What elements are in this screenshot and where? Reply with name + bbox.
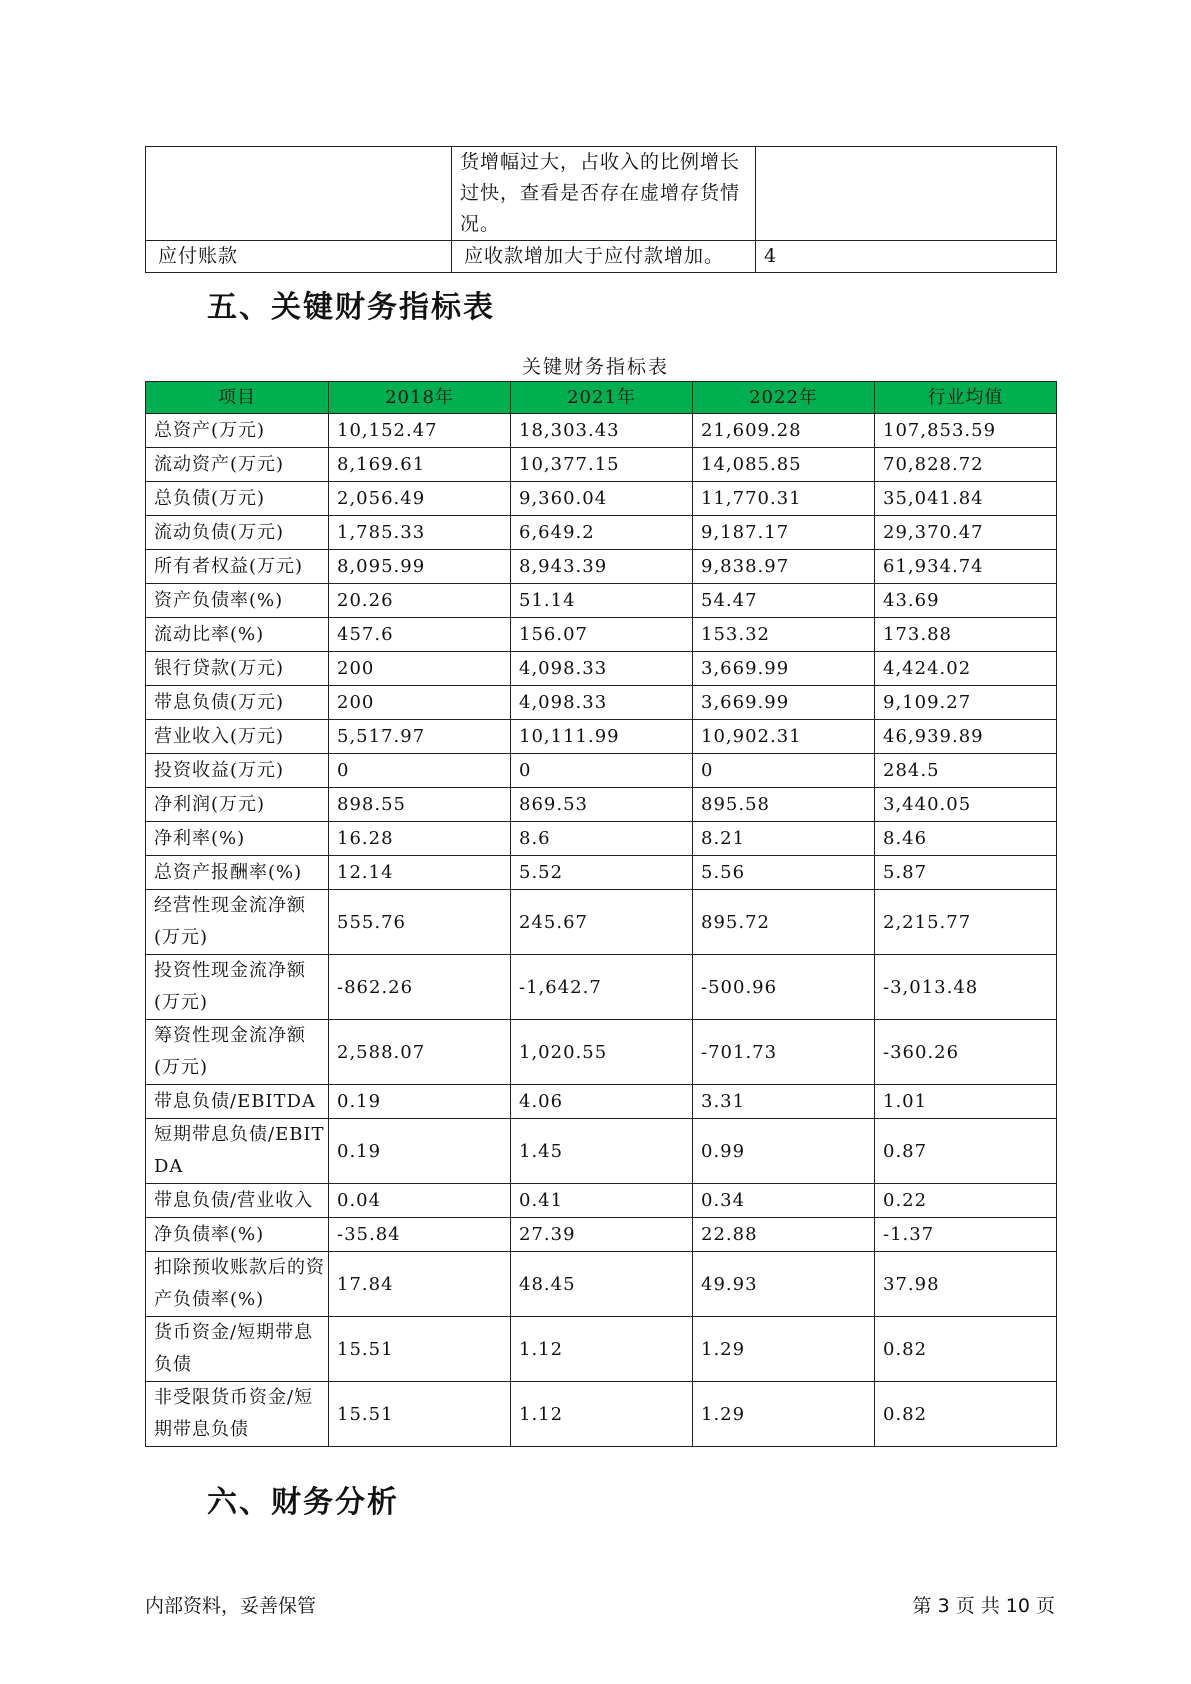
table-row bbox=[146, 414, 1057, 448]
table-cell: 8,943.39 bbox=[511, 550, 693, 584]
table-cell: 107,853.59 bbox=[875, 414, 1057, 448]
table-row bbox=[146, 516, 1057, 550]
table-cell: 156.07 bbox=[511, 618, 693, 652]
table-cell: 4,098.33 bbox=[511, 652, 693, 686]
table-cell: 8.46 bbox=[875, 822, 1057, 856]
table-cell: 16.28 bbox=[329, 822, 511, 856]
column-header: 2021年 bbox=[511, 382, 693, 414]
table-cell: 0.41 bbox=[511, 1184, 693, 1218]
table-row bbox=[146, 1382, 1057, 1447]
table-cell: 2,056.49 bbox=[329, 482, 511, 516]
table-cell: 9,109.27 bbox=[875, 686, 1057, 720]
table-cell: 1.29 bbox=[693, 1317, 875, 1382]
table-cell: 35,041.84 bbox=[875, 482, 1057, 516]
table-cell: 0.82 bbox=[875, 1382, 1057, 1447]
table-cell: 8.6 bbox=[511, 822, 693, 856]
table-row bbox=[146, 1252, 1057, 1317]
row-label: 扣除预收账款后的资产负债率(%) bbox=[146, 1252, 329, 1317]
row-label: 银行贷款(万元) bbox=[146, 652, 329, 686]
table-cell: 0 bbox=[693, 754, 875, 788]
table-cell: 10,902.31 bbox=[693, 720, 875, 754]
section-heading: 六、财务分析 bbox=[207, 1485, 399, 1520]
column-header: 2018年 bbox=[329, 382, 511, 414]
table-header-row bbox=[146, 382, 1057, 414]
table-cell: 173.88 bbox=[875, 618, 1057, 652]
row-label: 筹资性现金流净额(万元) bbox=[146, 1020, 329, 1085]
table-cell: 555.76 bbox=[329, 890, 511, 955]
table-cell: 9,360.04 bbox=[511, 482, 693, 516]
table-cell bbox=[756, 147, 1057, 241]
table-row bbox=[146, 1317, 1057, 1382]
table-cell: 0.04 bbox=[329, 1184, 511, 1218]
row-label: 经营性现金流净额(万元) bbox=[146, 890, 329, 955]
kpi-table-body bbox=[146, 382, 1057, 1447]
row-label: 非受限货币资金/短期带息负债 bbox=[146, 1382, 329, 1447]
row-label: 净利率(%) bbox=[146, 822, 329, 856]
table-row bbox=[146, 720, 1057, 754]
table-caption: 关键财务指标表 bbox=[521, 356, 669, 378]
table-cell: 8,095.99 bbox=[329, 550, 511, 584]
table-cell: 284.5 bbox=[875, 754, 1057, 788]
row-label: 总负债(万元) bbox=[146, 482, 329, 516]
row-label: 带息负债/营业收入 bbox=[146, 1184, 329, 1218]
table-row bbox=[146, 1020, 1057, 1085]
table-cell: 20.26 bbox=[329, 584, 511, 618]
row-label: 营业收入(万元) bbox=[146, 720, 329, 754]
row-label: 带息负债/EBITDA bbox=[146, 1085, 329, 1119]
table-cell: 245.67 bbox=[511, 890, 693, 955]
row-label: 总资产报酬率(%) bbox=[146, 856, 329, 890]
table-cell: 10,152.47 bbox=[329, 414, 511, 448]
table-row bbox=[146, 618, 1057, 652]
table-cell: 0.19 bbox=[329, 1085, 511, 1119]
table-cell: 9,838.97 bbox=[693, 550, 875, 584]
table-row bbox=[146, 1184, 1057, 1218]
table-cell: 11,770.31 bbox=[693, 482, 875, 516]
table-cell: 0.99 bbox=[693, 1119, 875, 1184]
table-cell: 153.32 bbox=[693, 618, 875, 652]
table-row bbox=[146, 584, 1057, 618]
table-cell: 49.93 bbox=[693, 1252, 875, 1317]
table-cell: 10,111.99 bbox=[511, 720, 693, 754]
table-cell: 4 bbox=[756, 241, 1057, 273]
row-label: 流动比率(%) bbox=[146, 618, 329, 652]
table-row bbox=[146, 482, 1057, 516]
table-cell: 22.88 bbox=[693, 1218, 875, 1252]
kpi-table bbox=[145, 381, 1057, 1447]
table-cell: 0.19 bbox=[329, 1119, 511, 1184]
table-cell: 14,085.85 bbox=[693, 448, 875, 482]
table-cell: 6,649.2 bbox=[511, 516, 693, 550]
table-cell: 2,215.77 bbox=[875, 890, 1057, 955]
table-row bbox=[146, 788, 1057, 822]
table-cell: 17.84 bbox=[329, 1252, 511, 1317]
footer-note: 内部资料，妥善保管 bbox=[145, 1595, 317, 1617]
table-cell: 3,669.99 bbox=[693, 652, 875, 686]
table-cell: -3,013.48 bbox=[875, 955, 1057, 1020]
table-cell: 898.55 bbox=[329, 788, 511, 822]
table-cell: 46,939.89 bbox=[875, 720, 1057, 754]
table-cell: -360.26 bbox=[875, 1020, 1057, 1085]
table-row bbox=[146, 1119, 1057, 1184]
table-row bbox=[146, 448, 1057, 482]
table-cell: 3.31 bbox=[693, 1085, 875, 1119]
table-cell: 29,370.47 bbox=[875, 516, 1057, 550]
table-cell: 1.12 bbox=[511, 1382, 693, 1447]
table-cell: 10,377.15 bbox=[511, 448, 693, 482]
table-cell: 8,169.61 bbox=[329, 448, 511, 482]
column-header: 项目 bbox=[146, 382, 329, 414]
table-cell: 51.14 bbox=[511, 584, 693, 618]
row-label: 资产负债率(%) bbox=[146, 584, 329, 618]
table-cell: 0.87 bbox=[875, 1119, 1057, 1184]
table-row bbox=[146, 686, 1057, 720]
table-cell: 0.34 bbox=[693, 1184, 875, 1218]
table-cell: 895.58 bbox=[693, 788, 875, 822]
table-cell: -1,642.7 bbox=[511, 955, 693, 1020]
table-row bbox=[146, 1085, 1057, 1119]
table-cell: 200 bbox=[329, 652, 511, 686]
table-cell: 4,098.33 bbox=[511, 686, 693, 720]
table-cell: -500.96 bbox=[693, 955, 875, 1020]
risk-table bbox=[145, 146, 1057, 273]
table-cell: 3,669.99 bbox=[693, 686, 875, 720]
table-cell: 1.45 bbox=[511, 1119, 693, 1184]
table-cell: 4,424.02 bbox=[875, 652, 1057, 686]
table-cell: 9,187.17 bbox=[693, 516, 875, 550]
table-cell: 5,517.97 bbox=[329, 720, 511, 754]
table-row bbox=[146, 241, 1057, 273]
table-cell: 70,828.72 bbox=[875, 448, 1057, 482]
table-cell: 应付账款 bbox=[146, 241, 452, 273]
table-cell: -35.84 bbox=[329, 1218, 511, 1252]
table-cell: 61,934.74 bbox=[875, 550, 1057, 584]
table-cell: -1.37 bbox=[875, 1218, 1057, 1252]
table-row bbox=[146, 652, 1057, 686]
column-header: 2022年 bbox=[693, 382, 875, 414]
row-label: 总资产(万元) bbox=[146, 414, 329, 448]
table-cell: 18,303.43 bbox=[511, 414, 693, 448]
table-row bbox=[146, 1218, 1057, 1252]
table-cell: -701.73 bbox=[693, 1020, 875, 1085]
row-label: 所有者权益(万元) bbox=[146, 550, 329, 584]
table-cell: 0 bbox=[329, 754, 511, 788]
row-label: 流动负债(万元) bbox=[146, 516, 329, 550]
row-label: 货币资金/短期带息负债 bbox=[146, 1317, 329, 1382]
table-cell: 货增幅过大，占收入的比例增长过快，查看是否存在虚增存货情况。 bbox=[452, 147, 756, 241]
table-cell: 5.52 bbox=[511, 856, 693, 890]
table-cell: 54.47 bbox=[693, 584, 875, 618]
table-cell: 0.22 bbox=[875, 1184, 1057, 1218]
table-cell: 2,588.07 bbox=[329, 1020, 511, 1085]
table-cell: 37.98 bbox=[875, 1252, 1057, 1317]
table-cell: -862.26 bbox=[329, 955, 511, 1020]
table-cell: 0.82 bbox=[875, 1317, 1057, 1382]
table-row bbox=[146, 822, 1057, 856]
table-cell: 1,785.33 bbox=[329, 516, 511, 550]
table-row bbox=[146, 550, 1057, 584]
table-cell: 21,609.28 bbox=[693, 414, 875, 448]
table-row bbox=[146, 856, 1057, 890]
table-cell: 869.53 bbox=[511, 788, 693, 822]
table-cell: 应收款增加大于应付款增加。 bbox=[452, 241, 756, 273]
row-label: 净负债率(%) bbox=[146, 1218, 329, 1252]
row-label: 流动资产(万元) bbox=[146, 448, 329, 482]
table-cell: 12.14 bbox=[329, 856, 511, 890]
row-label: 净利润(万元) bbox=[146, 788, 329, 822]
table-cell: 48.45 bbox=[511, 1252, 693, 1317]
table-cell: 1.01 bbox=[875, 1085, 1057, 1119]
table-cell: 15.51 bbox=[329, 1382, 511, 1447]
table-row bbox=[146, 147, 1057, 241]
table-cell: 27.39 bbox=[511, 1218, 693, 1252]
table-cell: 895.72 bbox=[693, 890, 875, 955]
table-cell: 5.56 bbox=[693, 856, 875, 890]
table-cell: 3,440.05 bbox=[875, 788, 1057, 822]
section-heading: 五、关键财务指标表 bbox=[207, 290, 495, 325]
table-cell: 200 bbox=[329, 686, 511, 720]
table-cell: 15.51 bbox=[329, 1317, 511, 1382]
table-row bbox=[146, 890, 1057, 955]
table-cell: 1,020.55 bbox=[511, 1020, 693, 1085]
column-header: 行业均值 bbox=[875, 382, 1057, 414]
table-cell: 1.29 bbox=[693, 1382, 875, 1447]
table-cell: 0 bbox=[511, 754, 693, 788]
table-row bbox=[146, 754, 1057, 788]
row-label: 短期带息负债/EBITDA bbox=[146, 1119, 329, 1184]
table-cell bbox=[146, 147, 452, 241]
table-row bbox=[146, 955, 1057, 1020]
table-cell: 4.06 bbox=[511, 1085, 693, 1119]
row-label: 投资收益(万元) bbox=[146, 754, 329, 788]
table-cell: 8.21 bbox=[693, 822, 875, 856]
row-label: 带息负债(万元) bbox=[146, 686, 329, 720]
table-cell: 5.87 bbox=[875, 856, 1057, 890]
table-cell: 1.12 bbox=[511, 1317, 693, 1382]
page-number: 第 3 页 共 10 页 bbox=[912, 1595, 1055, 1617]
table-cell: 457.6 bbox=[329, 618, 511, 652]
row-label: 投资性现金流净额(万元) bbox=[146, 955, 329, 1020]
table-cell: 43.69 bbox=[875, 584, 1057, 618]
